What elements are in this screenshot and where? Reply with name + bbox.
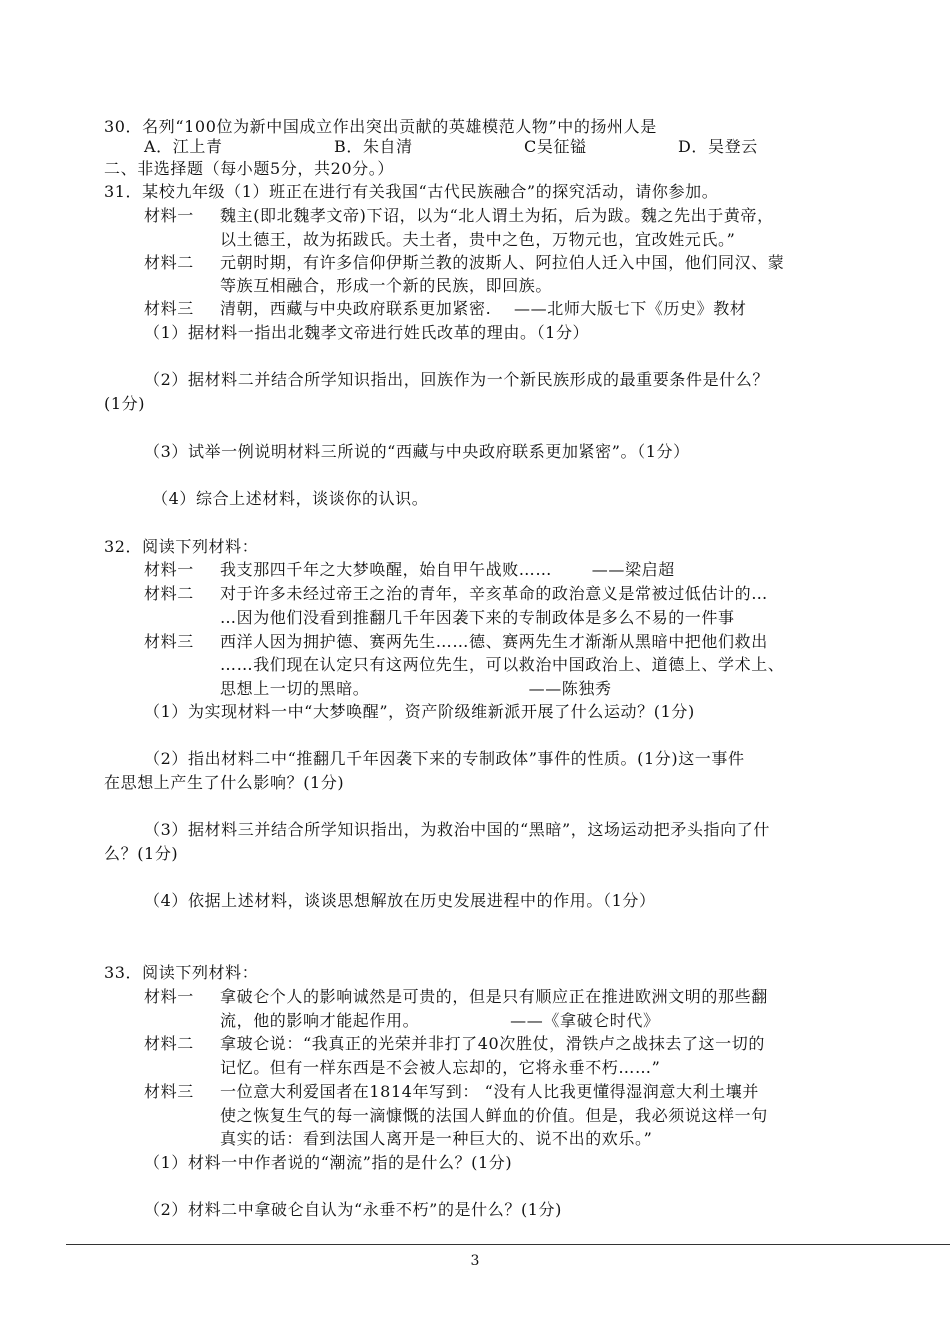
q31-question-3: （3）试举一例说明材料三所说的“西藏与中央政府联系更加紧密”。（1分） <box>144 442 690 461</box>
q31-question-1: （1）据材料一指出北魏孝文帝进行姓氏改革的理由。（1分） <box>144 323 590 342</box>
q32-material-1-label: 材料一 <box>144 560 194 579</box>
q32-question-3-line-1: （3）据材料三并结合所学知识指出，为救治中国的“黑暗”，这场运动把矛头指向了什 <box>144 820 770 839</box>
q33-material-2-line-2: 记忆。但有一样东西是不会被人忘却的，它将永垂不朽……” <box>220 1058 661 1077</box>
q31-question-2-line-1: （2）据材料二并结合所学知识指出，回族作为一个新民族形成的最重要条件是什么？ <box>144 370 769 389</box>
q32-question-4: （4）依据上述材料，谈谈思想解放在历史发展进程中的作用。（1分） <box>144 891 656 910</box>
q32-material-2-label: 材料二 <box>144 584 194 603</box>
q33-material-2-line-1: 拿玻仑说：“我真正的光荣并非打了40次胜仗，滑铁卢之战抹去了这一切的 <box>220 1034 765 1053</box>
q33-question-1: （1）材料一中作者说的“潮流”指的是什么？(1分) <box>144 1153 513 1172</box>
q30-stem: 30．名列“100位为新中国成立作出突出贡献的英雄模范人物”中的扬州人是 <box>104 117 657 136</box>
q31-material-2-label: 材料二 <box>144 253 194 272</box>
q31-question-2-line-2: (1分) <box>104 394 146 413</box>
footer-rule <box>66 1244 950 1245</box>
q32-material-1-line-1: 我支那四千年之大梦唤醒，始自甲午战败…… ——梁启超 <box>220 560 675 579</box>
q32-material-3-label: 材料三 <box>144 632 194 651</box>
q31-material-2-line-2: 等族互相融合，形成一个新的民族，即回族。 <box>220 276 553 295</box>
q31-stem: 31．某校九年级（1）班正在进行有关我国“古代民族融合”的探究活动，请你参加。 <box>104 182 719 201</box>
q33-material-1-line-2: 流，他的影响才能起作用。 ——《拿破仑时代》 <box>220 1011 660 1030</box>
q31-material-1-line-2: 以土德王，故为拓跋氏。夫土者，贵中之色，万物元也，宜改姓元氏。” <box>220 230 736 249</box>
q31-material-3-label: 材料三 <box>144 299 194 318</box>
q32-question-2-line-1: （2）指出材料二中“推翻几千年因袭下来的专制政体”事件的性质。(1分)这一事件 <box>144 749 745 768</box>
q32-material-3-line-2: ……我们现在认定只有这两位先生，可以救治中国政治上、道德上、学术上、 <box>220 655 785 674</box>
q31-question-4: （4）综合上述材料，谈谈你的认识。 <box>152 489 429 508</box>
q31-material-1-label: 材料一 <box>144 206 194 225</box>
q30-option-c: C吴征镒 <box>524 137 587 156</box>
q32-question-1: （1）为实现材料一中“大梦唤醒”，资产阶级维新派开展了什么运动？(1分) <box>144 702 695 721</box>
q30-option-d: D．吴登云 <box>678 137 758 156</box>
q32-question-3-line-2: 么？(1分) <box>104 844 179 863</box>
q33-material-3-label: 材料三 <box>144 1082 194 1101</box>
q32-question-2-line-2: 在思想上产生了什么影响？(1分) <box>104 773 345 792</box>
q31-material-2-line-1: 元朝时期，有许多信仰伊斯兰教的波斯人、阿拉伯人迁入中国，他们同汉、蒙 <box>220 253 785 272</box>
q33-question-2: （2）材料二中拿破仑自认为“永垂不朽”的是什么？(1分) <box>144 1200 563 1219</box>
q30-option-a: A．江上青 <box>144 137 223 156</box>
q33-material-2-label: 材料二 <box>144 1034 194 1053</box>
q32-material-2-line-1: 对于许多未经过帝王之治的青年，辛亥革命的政治意义是常被过低估计的… <box>220 584 768 603</box>
q32-material-3-line-1: 西洋人因为拥护德、赛两先生……德、赛两先生才渐渐从黑暗中把他们救出 <box>220 632 768 651</box>
q30-option-b: B．朱自清 <box>334 137 413 156</box>
q33-material-1-label: 材料一 <box>144 987 194 1006</box>
q32-stem: 32．阅读下列材料： <box>104 537 259 556</box>
q32-material-3-line-3: 思想上一切的黑暗。 ——陈独秀 <box>220 679 612 698</box>
q31-material-3-line-1: 清朝，西藏与中央政府联系更加紧密. ——北师大版七下《历史》教材 <box>220 299 747 318</box>
q33-material-3-line-2: 使之恢复生气的每一滴慷慨的法国人鲜血的价值。但是，我必须说这样一句 <box>220 1106 768 1125</box>
q33-material-3-line-1: 一位意大利爱国者在1814年写到： “没有人比我更懂得湿润意大利土壤并 <box>220 1082 759 1101</box>
q33-stem: 33．阅读下列材料： <box>104 963 259 982</box>
page-number: 3 <box>470 1253 480 1269</box>
q32-material-2-line-2: …因为他们没看到推翻几千年因袭下来的专制政体是多么不易的一件事 <box>220 608 735 627</box>
q33-material-1-line-1: 拿破仑个人的影响诚然是可贵的，但是只有顺应正在推进欧洲文明的那些翻 <box>220 987 768 1006</box>
section-title: 二、非选择题（每小题5分，共20分。） <box>104 159 394 178</box>
q33-material-3-line-3: 真实的话：看到法国人离开是一种巨大的、说不出的欢乐。” <box>220 1129 653 1148</box>
q31-material-1-line-1: 魏主(即北魏孝文帝)下诏，以为“北人谓土为拓，后为跋。魏之先出于黄帝， <box>220 206 774 225</box>
